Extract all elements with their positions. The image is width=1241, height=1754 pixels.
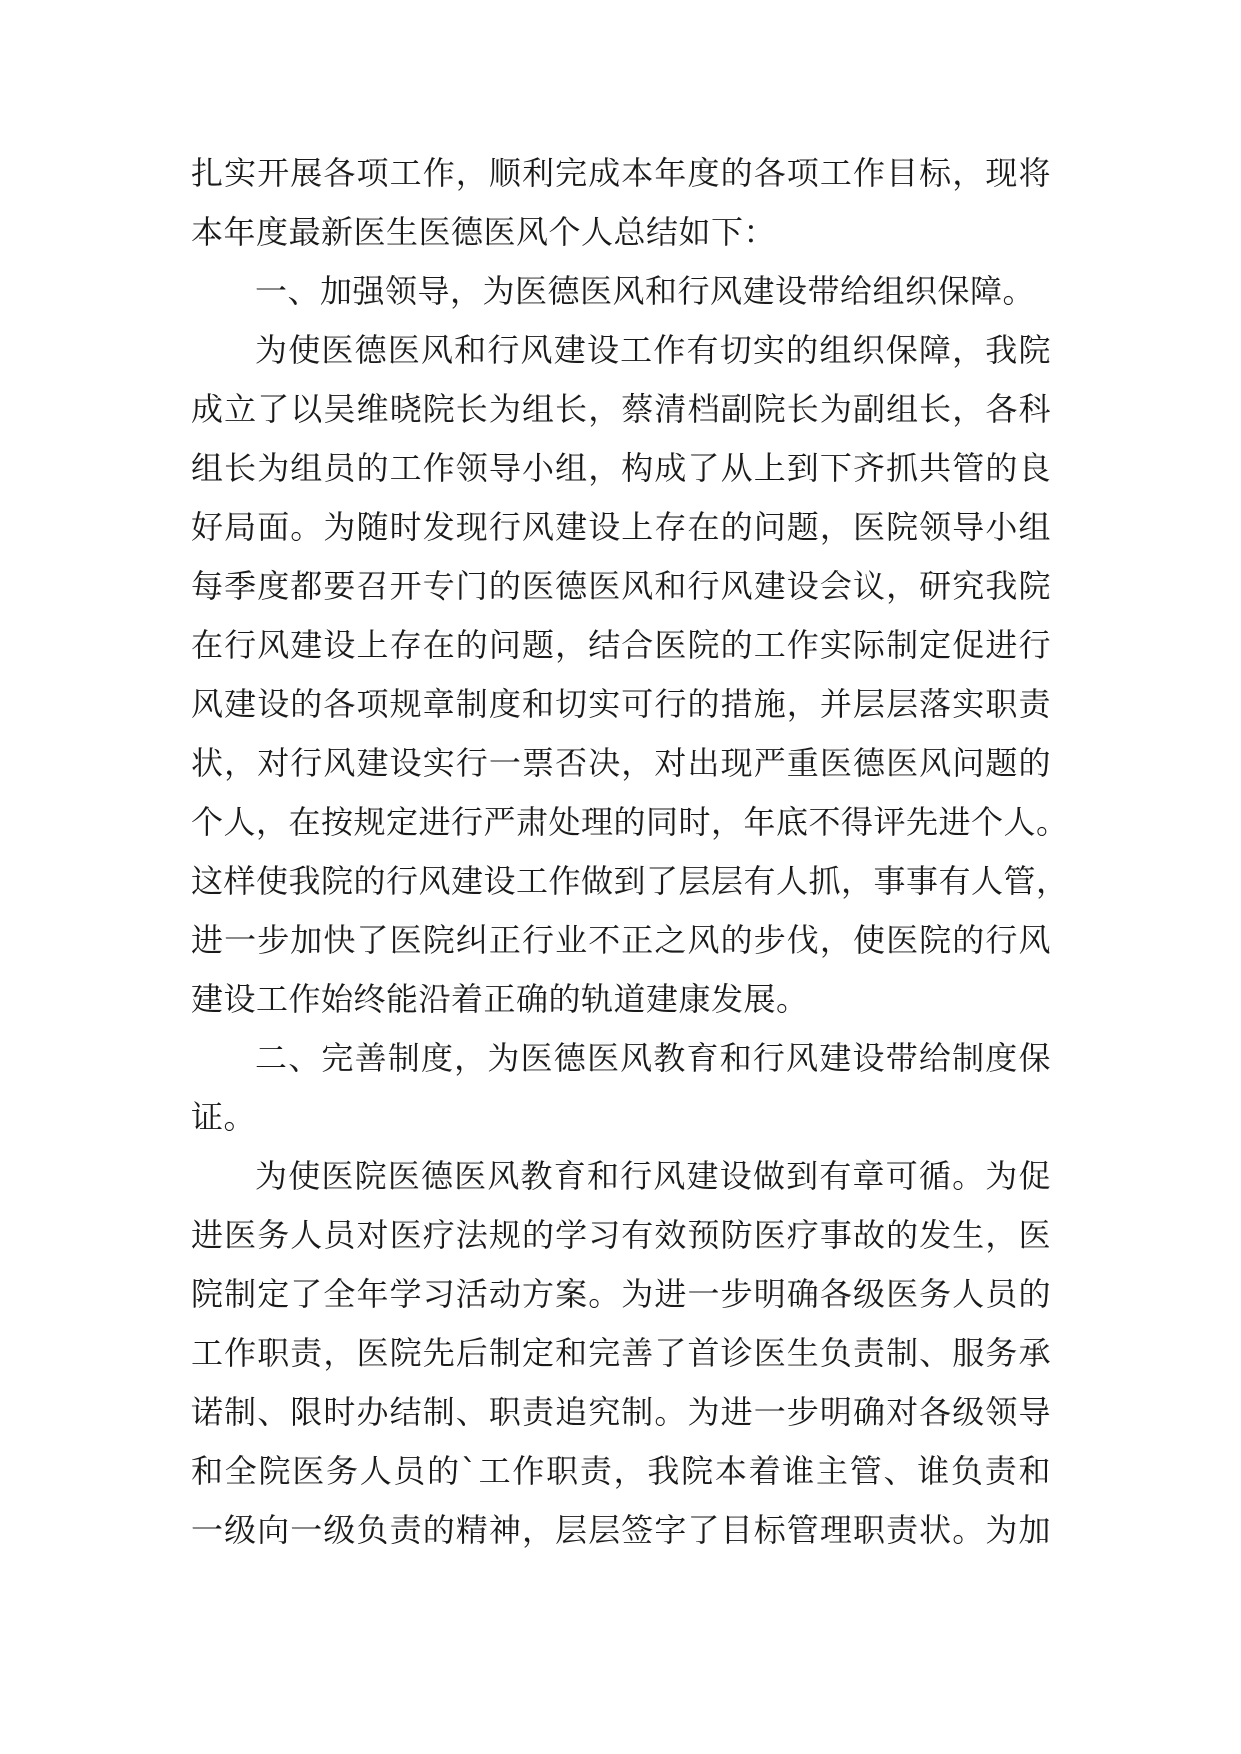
text-line: 进医务人员对医疗法规的学习有效预防医疗事故的发生，医 xyxy=(191,1216,1051,1254)
text-line: 扎实开展各项工作，顺利完成本年度的各项工作目标，现将 xyxy=(191,154,1051,192)
text-line: 为使医院医德医风教育和行风建设做到有章可循。为促 xyxy=(255,1157,1051,1195)
text-line: 成立了以吴维晓院长为组长，蔡清档副院长为副组长，各科 xyxy=(191,390,1051,428)
section-heading-1: 一、加强领导，为医德医风和行风建设带给组织保障。 xyxy=(255,272,1036,310)
text-line: 工作职责，医院先后制定和完善了首诊医生负责制、服务承 xyxy=(191,1334,1051,1372)
text-line: 院制定了全年学习活动方案。为进一步明确各级医务人员的 xyxy=(191,1275,1051,1313)
text-line: 进一步加快了医院纠正行业不正之风的步伐，使医院的行风 xyxy=(191,921,1051,959)
text-line: 好局面。为随时发现行风建设上存在的问题，医院领导小组 xyxy=(191,508,1051,546)
text-line: 证。 xyxy=(191,1098,257,1136)
text-line: 组长为组员的工作领导小组，构成了从上到下齐抓共管的良 xyxy=(191,449,1051,487)
text-line: 个人，在按规定进行严肃处理的同时，年底不得评先进个人。 xyxy=(191,803,1069,841)
text-line: 这样使我院的行风建设工作做到了层层有人抓，事事有人管， xyxy=(191,862,1069,900)
text-line: 为使医德医风和行风建设工作有切实的组织保障，我院 xyxy=(255,331,1051,369)
text-line: 状，对行风建设实行一票否决，对出现严重医德医风问题的 xyxy=(191,744,1051,782)
text-line: 风建设的各项规章制度和切实可行的措施，并层层落实职责 xyxy=(191,685,1051,723)
text-line: 本年度最新医生医德医风个人总结如下： xyxy=(191,213,777,251)
text-line: 诺制、限时办结制、职责追究制。为进一步明确对各级领导 xyxy=(191,1393,1051,1431)
text-line: 建设工作始终能沿着正确的轨道建康发展。 xyxy=(191,980,809,1018)
text-line: 在行风建设上存在的问题，结合医院的工作实际制定促进行 xyxy=(191,626,1051,664)
section-heading-2: 二、完善制度，为医德医风教育和行风建设带给制度保 xyxy=(255,1039,1051,1077)
text-line: 和全院医务人员的`工作职责，我院本着谁主管、谁负责和 xyxy=(191,1452,1051,1490)
text-line: 每季度都要召开专门的医德医风和行风建设会议，研究我院 xyxy=(191,567,1051,605)
text-line: 一级向一级负责的精神，层层签字了目标管理职责状。为加 xyxy=(191,1511,1051,1549)
